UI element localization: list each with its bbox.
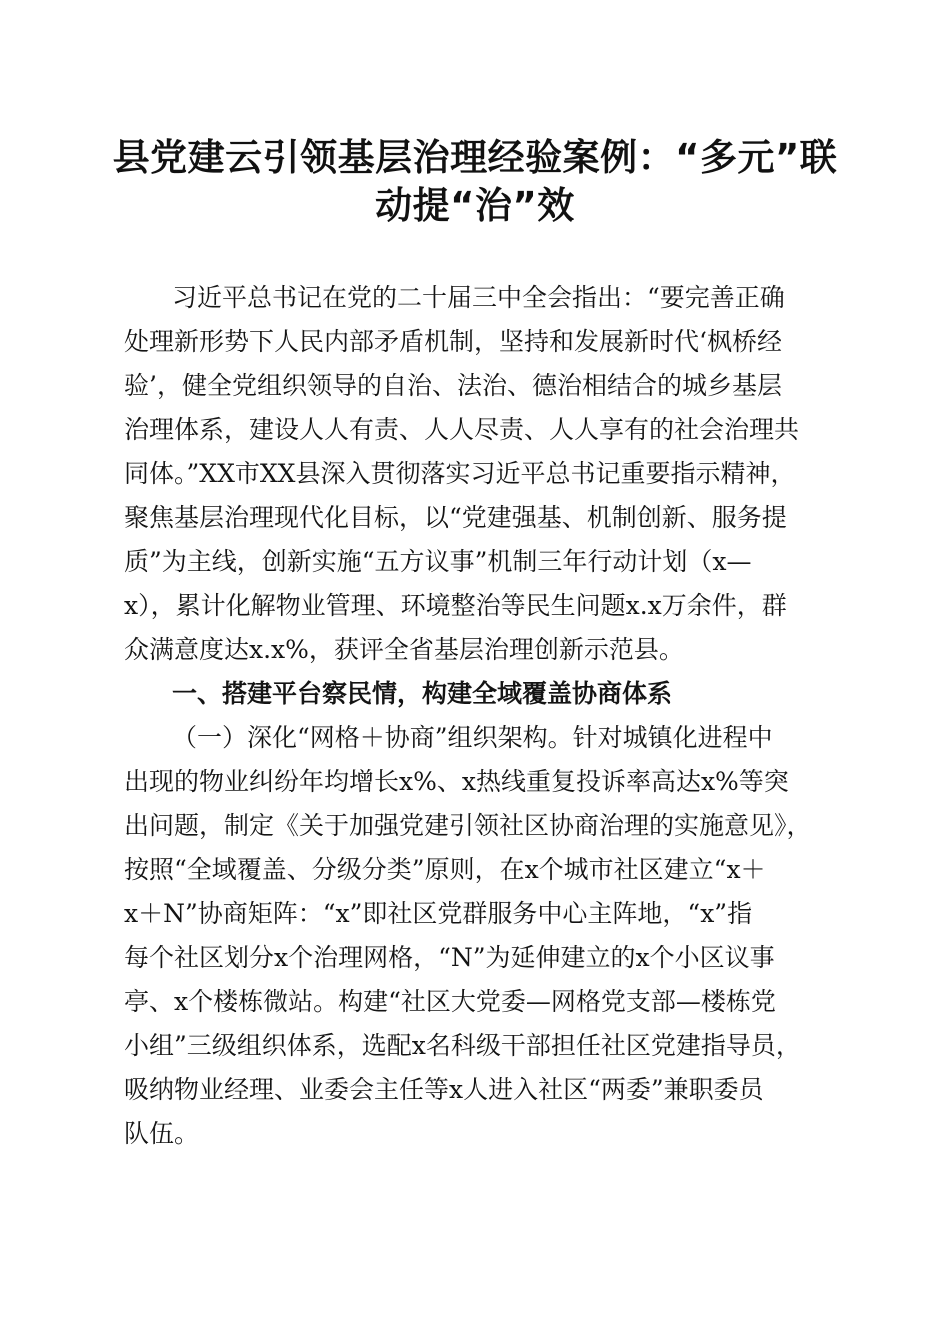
paragraph-line: 同体。”XX市XX县深入贯彻落实习近平总书记重要指示精神， xyxy=(124,459,796,488)
paragraph-line: 按照“全域覆盖、分级分类”原则，在x个城市社区建立“x＋ xyxy=(124,855,766,884)
paragraph-line: 小组”三级组织体系，选配x名科级干部担任社区党建指导员， xyxy=(124,1031,801,1060)
paragraph-line: 每个社区划分x个治理网格，“N”为延伸建立的x个小区议事 xyxy=(124,943,775,972)
document-title-line-2: 动提“治”效 xyxy=(375,184,575,227)
paragraph-line: 亭、x个楼栋微站。构建“社区大党委—网格党支部—楼栋党 xyxy=(124,987,776,1016)
paragraph-line: 习近平总书记在党的二十届三中全会指出：“要完善正确 xyxy=(172,283,785,312)
paragraph-line: 处理新形势下人民内部矛盾机制，坚持和发展新时代‘枫桥经 xyxy=(124,327,782,356)
paragraph-line: （一）深化“网格＋协商”组织架构。针对城镇化进程中 xyxy=(172,723,773,752)
section-heading: 一、搭建平台察民情，构建全域覆盖协商体系 xyxy=(172,679,673,708)
paragraph-line: 队伍。 xyxy=(124,1119,200,1148)
paragraph-line: 众满意度达x.x%，获评全省基层治理创新示范县。 xyxy=(124,635,684,664)
paragraph-line: 验’，健全党组织领导的自治、法治、德治相结合的城乡基层 xyxy=(124,371,782,400)
paragraph-line: 出现的物业纠纷年均增长x%、x热线重复投诉率高达x%等突 xyxy=(124,767,789,796)
paragraph-line: x），累计化解物业管理、环境整治等民生问题x.x万余件，群 xyxy=(124,591,787,620)
document-title-line-1: 县党建云引领基层治理经验案例：“多元”联 xyxy=(112,136,838,179)
paragraph-line: 聚焦基层治理现代化目标，以“党建强基、机制创新、服务提 xyxy=(124,503,787,532)
paragraph-line: 出问题，制定《关于加强党建引领社区协商治理的实施意见》， xyxy=(124,811,812,840)
paragraph-line: 质”为主线，创新实施“五方议事”机制三年行动计划（x— xyxy=(124,547,752,576)
paragraph-line: 吸纳物业经理、业委会主任等x人进入社区“两委”兼职委员 xyxy=(124,1075,764,1104)
paragraph-line: x＋N”协商矩阵：“x”即社区党群服务中心主阵地，“x”指 xyxy=(124,899,753,928)
paragraph-line: 治理体系，建设人人有责、人人尽责、人人享有的社会治理共 xyxy=(124,415,800,444)
